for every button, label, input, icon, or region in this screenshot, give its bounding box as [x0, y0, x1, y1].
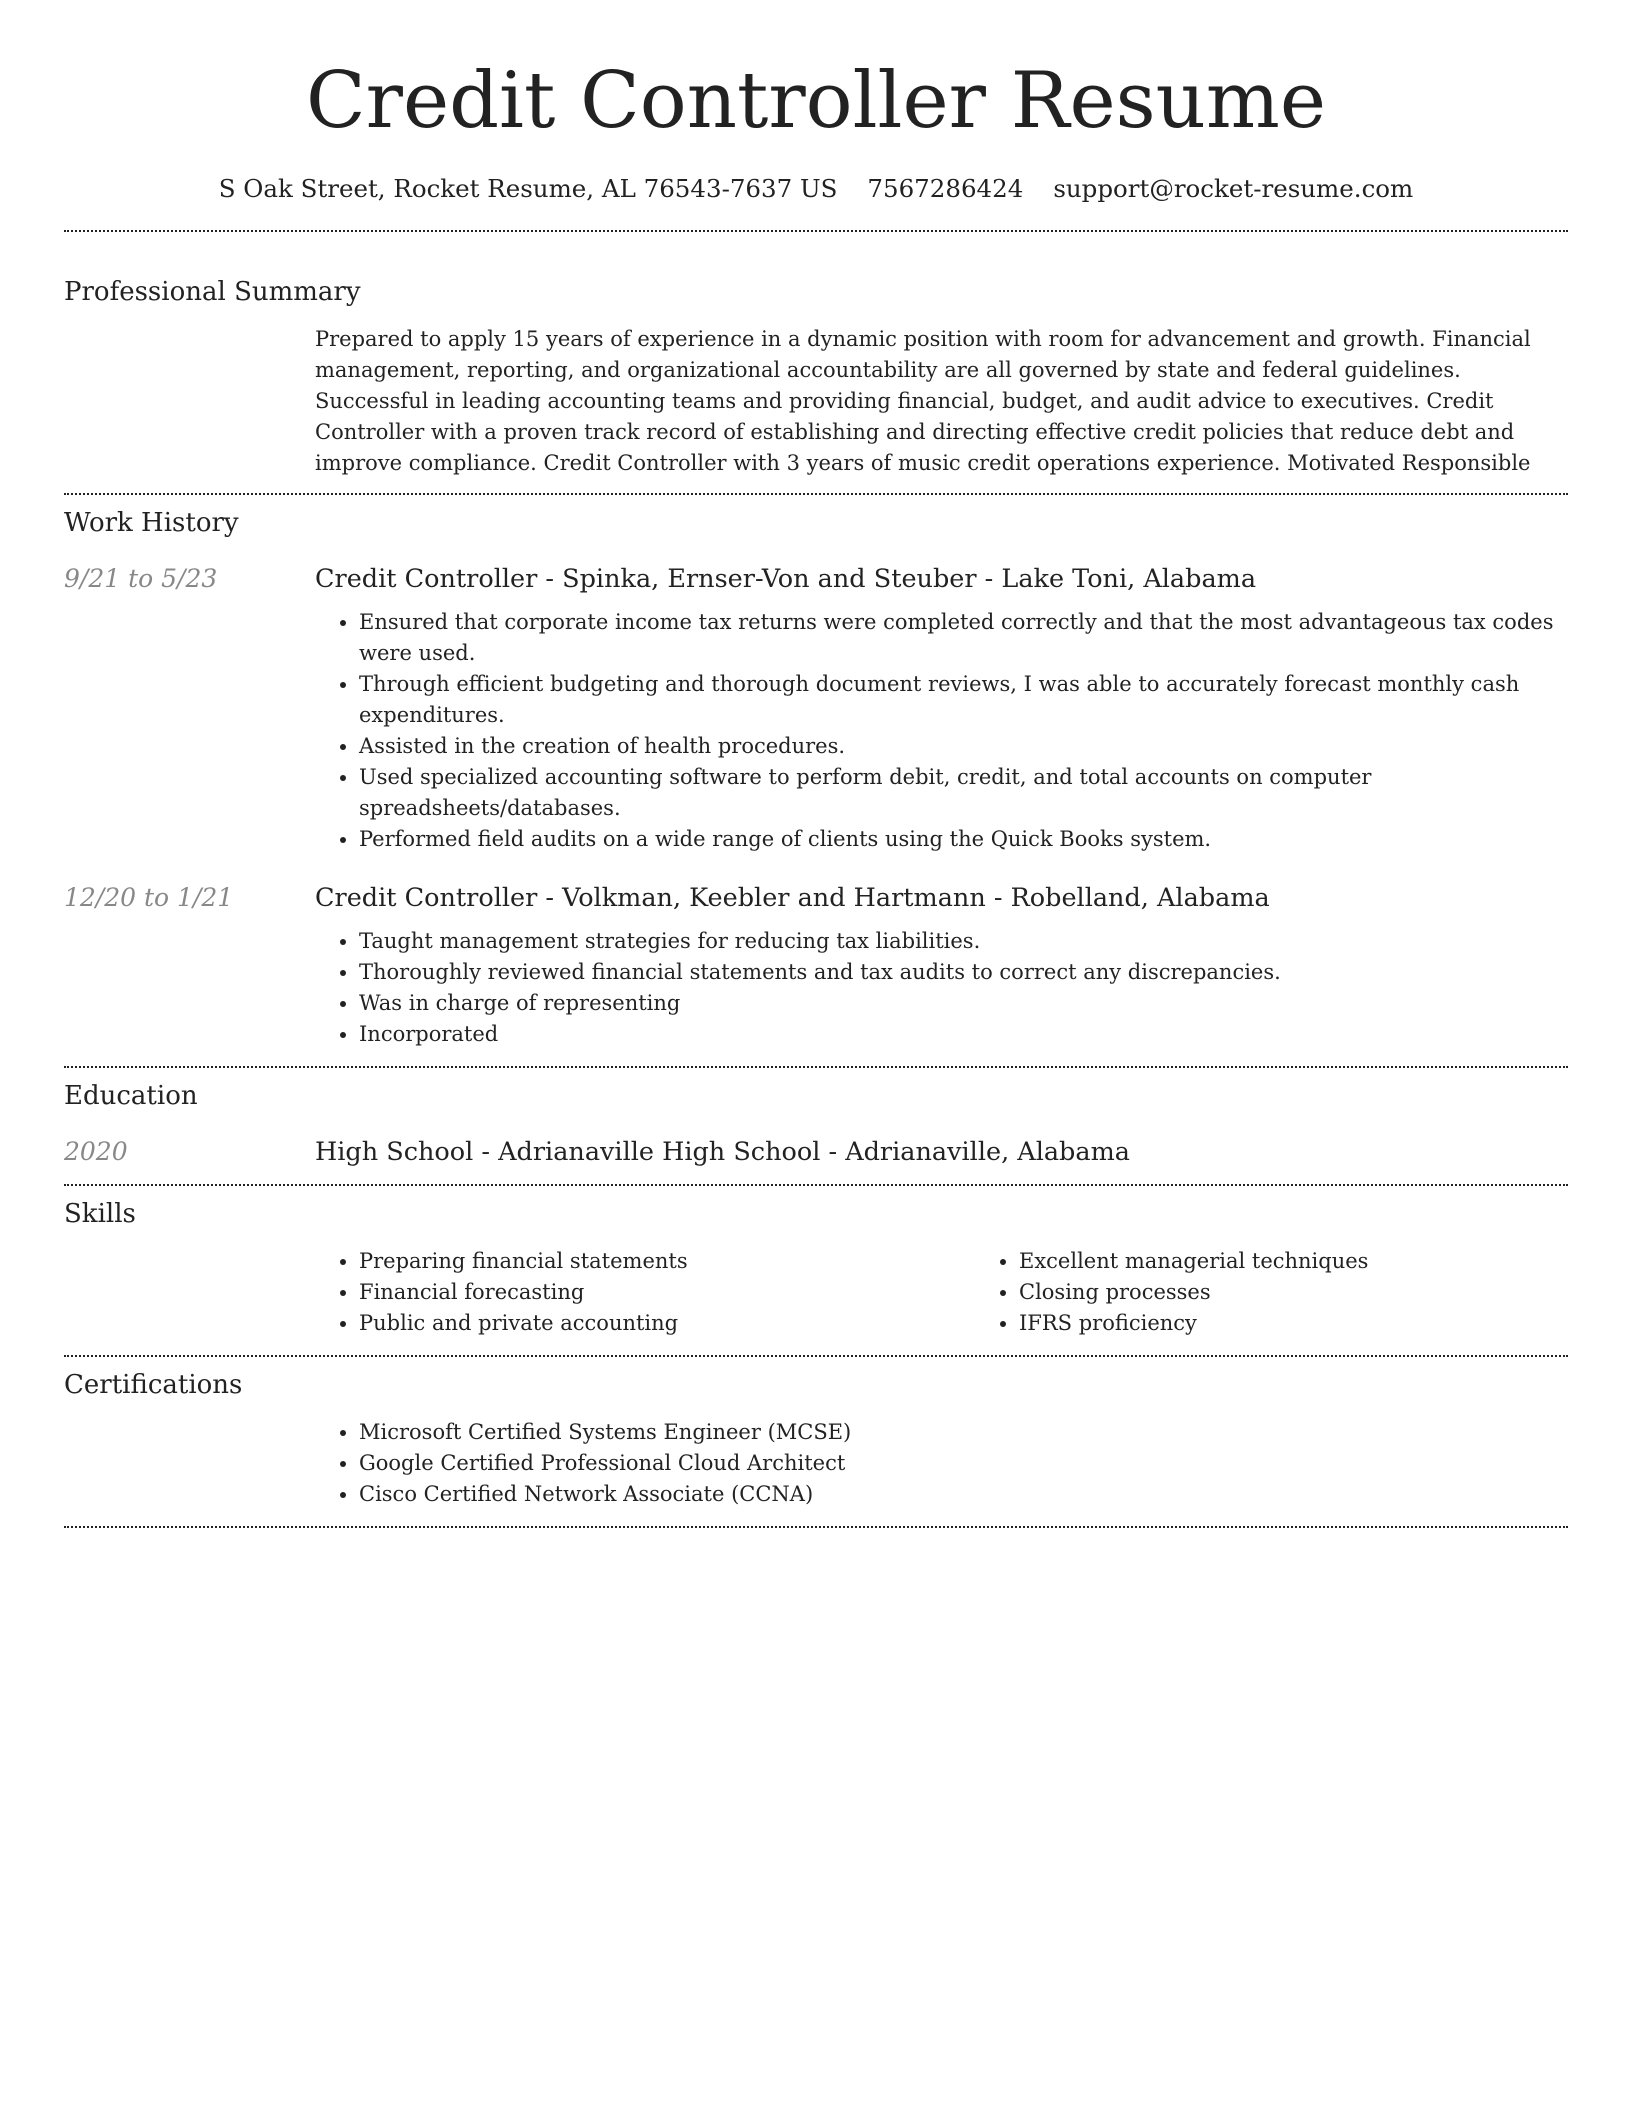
section-title-work-history: Work History [64, 508, 239, 538]
contact-phone: 7567286424 [867, 174, 1024, 203]
skill-item: • Public and private accounting [359, 1308, 975, 1339]
certifications-divider [64, 1526, 1568, 1528]
list-item: • Performed field audits on a wide range of clients using the Quick Books system. [359, 824, 1568, 855]
list-item: • Thoroughly reviewed financial statements and tax audits to correct any discrepancies. [359, 957, 1568, 988]
certification-item: • Cisco Certified Network Associate (CCNA) [359, 1479, 1568, 1510]
contact-address: S Oak Street, Rocket Resume, AL 76543-7637 US [218, 174, 838, 203]
skill-item: • Excellent managerial techniques [1019, 1246, 1632, 1277]
education-entry [64, 1134, 1568, 1170]
list-item: • Was in charge of representing [359, 988, 1568, 1019]
job-bullets [315, 607, 1568, 855]
list-item: • Assisted in the creation of health procedures. [359, 731, 1568, 762]
education-degree: High School [315, 1137, 474, 1167]
job-heading [315, 561, 1568, 597]
education-divider [64, 1184, 1568, 1186]
certifications-list [315, 1417, 1568, 1510]
list-item: • Incorporated [359, 1019, 1568, 1050]
list-item: • Taught management strategies for reducing tax liabilities. [359, 926, 1568, 957]
summary-divider [64, 493, 1568, 495]
job-bullets [315, 926, 1568, 1050]
skills-grid [315, 1246, 1632, 1339]
job-entry [64, 880, 1568, 1050]
certifications-row [64, 1417, 1568, 1510]
skill-item: • Financial forecasting [359, 1277, 975, 1308]
skills-column-2 [975, 1246, 1632, 1339]
resume-title: Credit Controller Resume [305, 56, 1327, 146]
job-dates: 12/20 to 1/21 [64, 883, 234, 912]
education-year: 2020 [64, 1137, 128, 1166]
job-role: Credit Controller [315, 564, 538, 594]
education-details: - Adrianaville High School - Adrianaville, Alabama [473, 1137, 1130, 1167]
education-heading [315, 1134, 1568, 1170]
summary-text: Prepared to apply 15 years of experience in a dynamic position with room for advancement and growth. Financial management, reporting, and organizational accountability are all governed by state and federal guidelines. Successful in leading accounting teams and providing financial, budget, and audit advice to executives. Credit Controller with a proven track record of establishing and directing effective credit policies that reduce debt and improve compliance. Credit Controller with 3 years of music credit operations experience. Motivated Responsible [315, 327, 1531, 475]
job-details: - Spinka, Ernser-Von and Steuber - Lake Toni, Alabama [537, 564, 1257, 594]
skill-item: • Closing processes [1019, 1277, 1632, 1308]
skill-item: • Preparing financial statements [359, 1246, 975, 1277]
contact-email[interactable]: support@rocket-resume.com [1053, 174, 1414, 203]
skill-item: • IFRS proficiency [1019, 1308, 1632, 1339]
skills-divider [64, 1355, 1568, 1357]
job-heading [315, 880, 1568, 916]
contact-line [64, 170, 1568, 208]
certification-item: • Google Certified Professional Cloud Architect [359, 1448, 1568, 1479]
list-item: • Ensured that corporate income tax returns were completed correctly and that the most advantageous tax codes were used. [359, 607, 1568, 669]
skills-row [64, 1246, 1568, 1339]
section-title-summary: Professional Summary [64, 277, 361, 307]
skills-column-1 [315, 1246, 975, 1339]
list-item: • Through efficient budgeting and thorough document reviews, I was able to accurately forecast monthly cash expenditures. [359, 669, 1568, 731]
header-divider [64, 230, 1568, 232]
job-entry [64, 561, 1568, 855]
job-dates: 9/21 to 5/23 [64, 564, 218, 593]
job-role: Credit Controller [315, 883, 538, 913]
section-title-skills: Skills [64, 1199, 136, 1229]
list-item: • Used specialized accounting software to perform debit, credit, and total accounts on computer spreadsheets/databases. [359, 762, 1568, 824]
summary-row [64, 324, 1568, 479]
section-title-certifications: Certifications [64, 1370, 243, 1400]
certification-item: • Microsoft Certified Systems Engineer (MCSE) [359, 1417, 1568, 1448]
resume-page [64, 0, 1568, 1528]
section-title-education: Education [64, 1081, 198, 1111]
job-details: - Volkman, Keebler and Hartmann - Robelland, Alabama [537, 883, 1270, 913]
work-divider [64, 1066, 1568, 1068]
